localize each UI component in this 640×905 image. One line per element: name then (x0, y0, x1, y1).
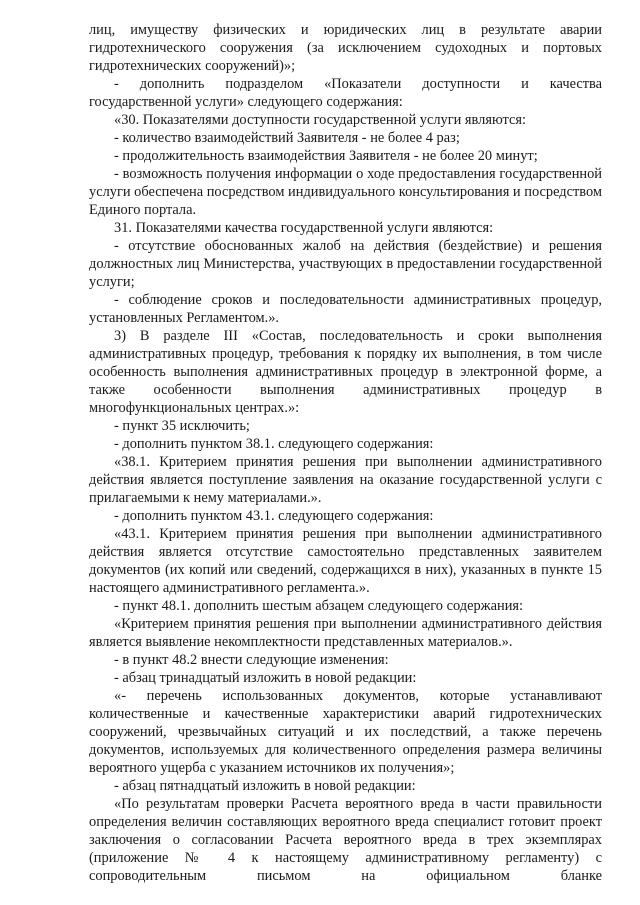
paragraph: - дополнить подразделом «Показатели доступности и качества государственной услуги» следующего содержания: (89, 76, 602, 110)
paragraph: - в пункт 48.2 внести следующие изменения: (114, 652, 389, 668)
paragraph: - дополнить пунктом 38.1. следующего содержания: (114, 436, 434, 452)
paragraph: «По результатам проверки Расчета вероятного вреда в части правильности определения величин составляющих вероятного вреда специалист готовит проект заключения о согласовании Расчета вероятного вреда в трех экземплярах (приложение № 4 к настоящему административному регламенту) с сопроводительным письмом на официальном бланке (89, 796, 602, 884)
paragraph: «30. Показателями доступности государственной услуги являются: (114, 112, 526, 128)
paragraph: лиц, имуществу физических и юридических лиц в результате аварии гидротехнического сооружения (за исключением судоходных и портовых гидротехнических сооружений)»; (89, 22, 602, 74)
paragraph: «38.1. Критерием принятия решения при выполнении административного действия является поступление заявления на оказание государственной услуги с прилагаемыми к нему материалами.». (89, 454, 602, 506)
paragraph: «- перечень использованных документов, которые устанавливают количественные и качественные характеристики аварий гидротехнических сооружений, чрезвычайных ситуаций и их последствий, а также перечень документов, используемых для количественного определения размера величины вероятного ущерба с указанием источников их получения»; (89, 688, 602, 776)
paragraph: - соблюдение сроков и последовательности административных процедур, установленных Регламентом.». (89, 292, 602, 326)
paragraph: 3) В разделе III «Состав, последовательность и сроки выполнения административных процедур, требования к порядку их выполнения, в том числе особенность выполнения административных процедур в электронной форме, а также особенности выполнения административных процедур в многофункциональных центрах.»: (89, 328, 602, 416)
paragraph: - пункт 48.1. дополнить шестым абзацем следующего содержания: (114, 598, 524, 614)
paragraph: - отсутствие обоснованных жалоб на действия (бездействие) и решения должностных лиц Министерства, участвующих в предоставлении государственной услуги; (89, 238, 602, 290)
paragraph: - дополнить пунктом 43.1. следующего содержания: (114, 508, 434, 524)
paragraph: «43.1. Критерием принятия решения при выполнении административного действия является отсутствие самостоятельно представленных заявителем документов (их копий или сведений, содержащихся в них), указанных в пункте 15 настоящего административного регламента.». (89, 526, 602, 596)
paragraph: «Критерием принятия решения при выполнении административного действия является выявление некомплектности представленных материалов.». (89, 616, 602, 650)
paragraph: 31. Показателями качества государственной услуги являются: (114, 220, 494, 236)
paragraph: - продолжительность взаимодействия Заявителя - не более 20 минут; (114, 148, 538, 164)
paragraph: - абзац тринадцатый изложить в новой редакции: (114, 670, 417, 686)
paragraph: - количество взаимодействий Заявителя - не более 4 раз; (114, 130, 460, 146)
paragraph: - возможность получения информации о ходе предоставления государственной услуги обеспечена посредством индивидуального консультирования и посредством Единого портала. (89, 166, 602, 218)
paragraph: - абзац пятнадцатый изложить в новой редакции: (114, 778, 416, 794)
paragraph: - пункт 35 исключить; (114, 418, 250, 434)
